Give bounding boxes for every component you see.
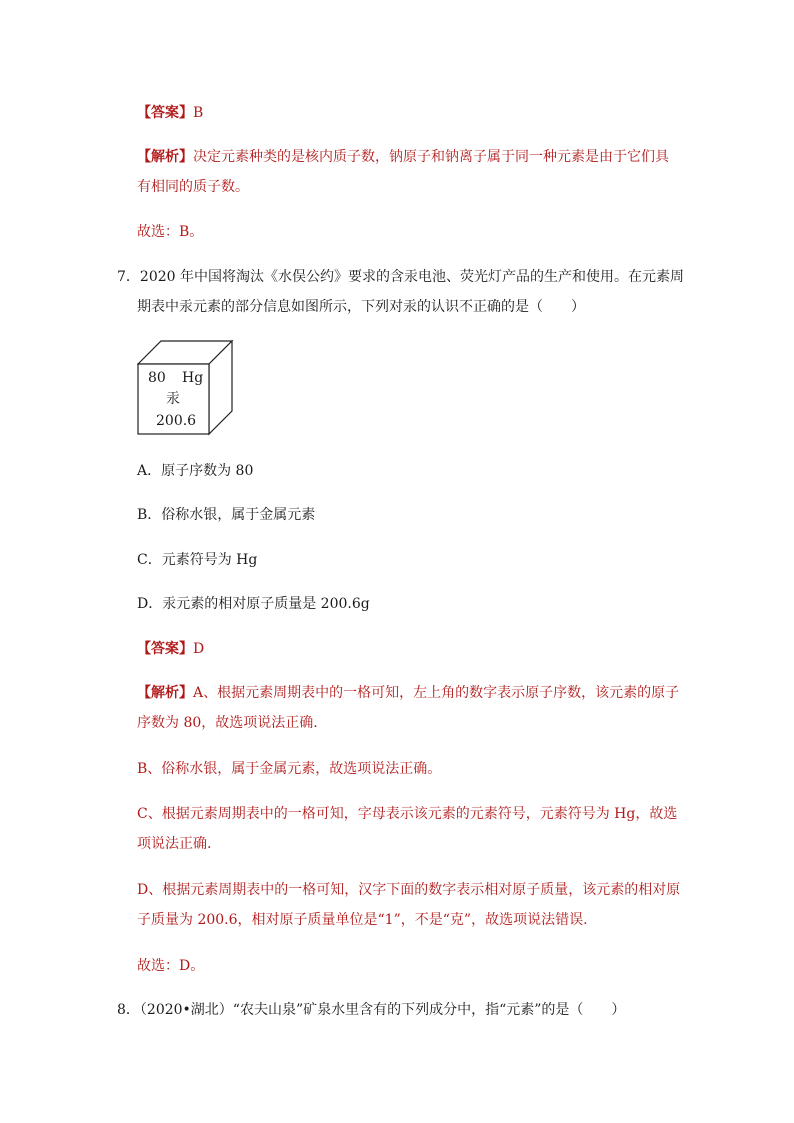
analysis-tag: 【解析】: [137, 685, 193, 701]
option-b: B．俗称水银，属于金属元素: [137, 507, 316, 523]
analysis-text: A、根据元素周期表中的一格可知，左上角的数字表示原子序数，该元素的原子: [193, 685, 680, 701]
q7-stem-line-1: 7．2020 年中国将淘汰《水俣公约》要求的含汞电池、荧光灯产品的生产和使用。在元素周: [117, 269, 684, 285]
q6-conclusion: 故选：B。: [137, 224, 204, 240]
answer-tag: 【答案】: [137, 641, 193, 657]
q7-analysis-a-line-1: [137, 683, 679, 703]
option-c: C．元素符号为 Hg: [137, 552, 258, 568]
element-symbol: Hg: [182, 370, 204, 386]
option-a: A．原子序数为 80: [137, 463, 254, 479]
answer-value: B: [193, 105, 204, 121]
q7-analysis-a-line-2: 序数为 80，故选项说法正确.: [137, 715, 318, 731]
q7-answer: [137, 639, 204, 659]
atomic-mass: 200.6: [156, 413, 197, 429]
q7-analysis-c-line-2: 项说法正确.: [137, 836, 212, 852]
atomic-number: 80: [148, 370, 166, 386]
answer-tag: 【答案】: [137, 105, 193, 121]
answer-value: D: [193, 641, 205, 657]
q6-answer: [137, 103, 203, 123]
q6-analysis-line-1: [137, 147, 669, 167]
q7-analysis-b: B、俗称水银，属于金属元素，故选项说法正确。: [137, 761, 442, 777]
q7-analysis-d-line-1: D、根据元素周期表中的一格可知，汉字下面的数字表示相对原子质量，该元素的相对原: [137, 882, 681, 898]
element-name: 汞: [166, 391, 180, 407]
q7-conclusion: 故选：D。: [137, 958, 205, 974]
q7-analysis-d-line-2: 子质量为 200.6，相对原子质量单位是“1”，不是“克”，故选项说法错误.: [137, 912, 588, 928]
analysis-tag: 【解析】: [137, 149, 193, 165]
element-cube-figure: [137, 340, 237, 440]
analysis-text: 决定元素种类的是核内质子数，钠原子和钠离子属于同一种元素是由于它们具: [193, 149, 669, 165]
q6-analysis-line-2: 有相同的质子数。: [137, 179, 249, 195]
q8-stem: 8．（2020•湖北）“农夫山泉”矿泉水里含有的下列成分中，指“元素”的是（ ）: [117, 1002, 626, 1018]
q7-stem-line-2: 期表中汞元素的部分信息如图所示，下列对汞的认识不正确的是（ ）: [137, 299, 585, 315]
q7-analysis-c-line-1: C、根据元素周期表中的一格可知，字母表示该元素的元素符号，元素符号为 Hg，故选: [137, 806, 678, 822]
option-d: D．汞元素的相对原子质量是 200.6g: [137, 596, 370, 612]
